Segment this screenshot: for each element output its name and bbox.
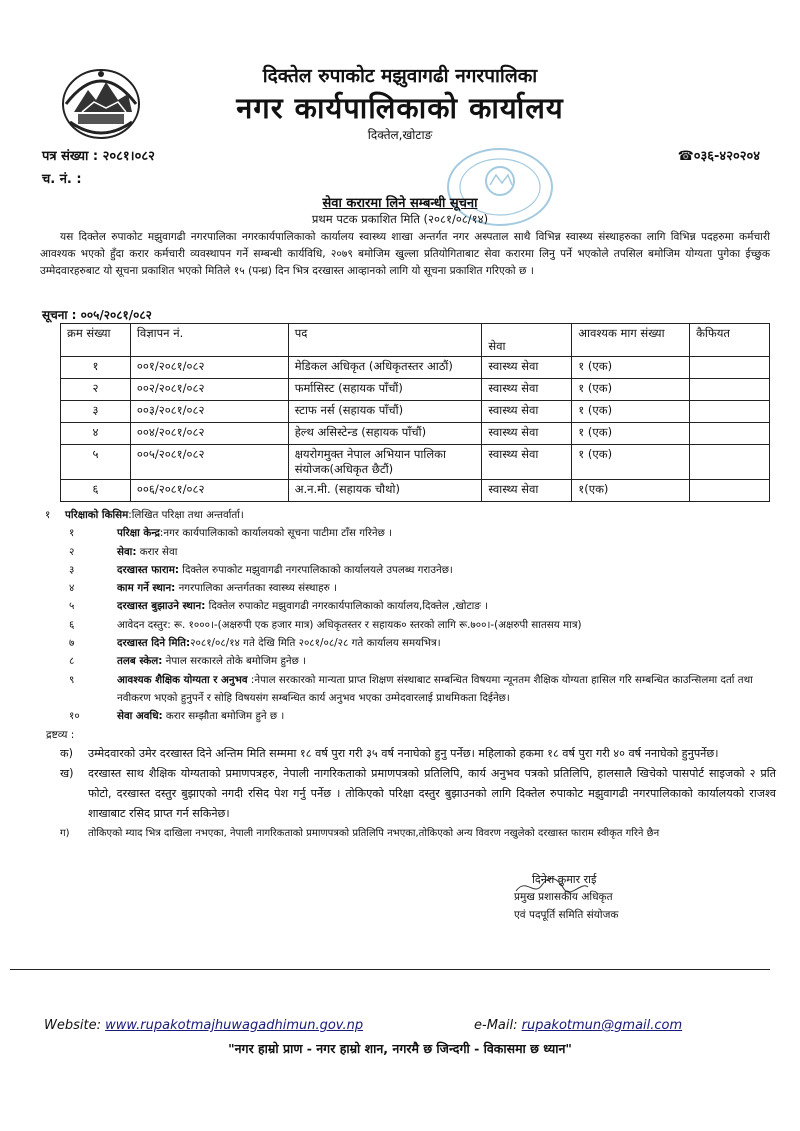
list-item: [45, 561, 775, 579]
table-row: [61, 445, 770, 480]
item-text: :नगर कार्यपालिकाको कार्यालयको सूचना पाटीमा टाँस गरिनेछ ।: [159, 527, 393, 540]
note-item: [60, 824, 776, 844]
cell-remarks: [690, 423, 770, 445]
list-item: [45, 579, 775, 597]
cell-post: क्षयरोगमुक्त नेपाल अभियान पालिका संयोजक(अधिकृत छैटौं): [288, 445, 482, 480]
note-item: [60, 744, 776, 764]
cell-demand: १ (एक): [572, 357, 690, 379]
item-label: परिक्षाको किसिम: [65, 509, 129, 521]
notes-label: द्रष्टव्य :: [46, 729, 75, 741]
cell-ad-no: ००६/२०८१/०८२: [130, 480, 288, 502]
cell-post: स्टाफ नर्स (सहायक पाँचौं): [288, 401, 482, 423]
item-label: तलब स्केल:: [117, 655, 163, 668]
list-item: [45, 543, 775, 561]
cell-post: हेल्थ असिस्टेन्ड (सहायक पाँचौं): [288, 423, 482, 445]
vacancy-table: [60, 323, 770, 502]
note-marker: क): [60, 747, 73, 760]
cell-demand: १ (एक): [572, 401, 690, 423]
item-label: दरखास्त दिने मिति:: [117, 637, 191, 650]
item-text: :लिखित परिक्षा तथा अन्तर्वार्ता।: [128, 509, 244, 521]
cell-ad-no: ००५/२०८१/०८२: [130, 445, 288, 480]
item-number: १: [45, 509, 51, 521]
item-text: आवेदन दस्तुर: रू. १०००।-(अक्षरुपी एक हजार मात्र) अधिकृतस्तर र सहायक० स्तरको लागि रू.७००।-(अक्षरुपी सातसय मात्र): [117, 618, 582, 631]
item-label: काम गर्ने स्थान:: [117, 582, 176, 595]
cell-demand: १ (एक): [572, 379, 690, 401]
list-item: [45, 524, 775, 542]
email-link[interactable]: rupakotmun@gmail.com: [521, 1018, 683, 1033]
item-number: १: [69, 527, 75, 540]
item-number: ६: [69, 618, 75, 631]
cell-service: स्वास्थ्य सेवा: [482, 357, 572, 379]
item-number: ९: [69, 673, 75, 686]
table-row: [61, 423, 770, 445]
cell-post: फर्मासिस्ट (सहायक पाँचौं): [288, 379, 482, 401]
table-row: [61, 480, 770, 502]
email-label: e-Mail:: [474, 1018, 518, 1033]
list-item: [45, 506, 775, 524]
phone-number: ☎०३६-४२०२०४: [677, 149, 760, 164]
item-number: ८: [69, 655, 75, 668]
cell-service: स्वास्थ्य सेवा: [482, 423, 572, 445]
footer-divider: [10, 969, 770, 970]
cell-demand: १ (एक): [572, 423, 690, 445]
cell-service: स्वास्थ्य सेवा: [482, 445, 572, 480]
header-serial: क्रम संख्या: [61, 324, 131, 357]
header-service: सेवा: [482, 324, 572, 357]
cell-service: स्वास्थ्य सेवा: [482, 401, 572, 423]
item-text: नेपाल सरकारले तोके बमोजिम हुनेछ ।: [162, 655, 307, 668]
cell-post: मेडिकल अधिकृत (अधिकृतस्तर आठौं): [288, 357, 482, 379]
notice-number: सूचना : ००५/२०८१/०८२: [42, 308, 152, 322]
cell-service: स्वास्थ्य सेवा: [482, 379, 572, 401]
signatory-title: प्रमुख प्रशासकीय अधिकृत: [514, 891, 613, 903]
item-label: सेवा:: [117, 545, 137, 558]
item-text: दिक्तेल रुपाकोट मझुवागढी नगरकार्यपालिकाको कार्यालय,दिक्तेल ,खोटाङ ।: [205, 600, 489, 613]
list-item: [45, 597, 775, 615]
header-demand: आवश्यक माग संख्या: [572, 324, 690, 357]
item-label: परिक्षा केन्द्र: [117, 527, 160, 540]
table-row: [61, 401, 770, 423]
table-row: [61, 379, 770, 401]
letter-number: पत्र संख्या : २०८१।०८२: [42, 149, 155, 164]
item-text: :नेपाल सरकारको मान्यता प्राप्त शिक्षण संस्थाबाट सम्बन्धित विषयमा न्यूनतम शैक्षिक योग्यता हासिल गरि सम्बन्धित काउन्सिलमा दर्ता तथा नवीकरण भएको हुनुपर्ने र सोहि विषयसंग सम्बन्धित कार्य अनुभव भएका उम्मेदवारलाई प्राथमिकता दिईनेछ।: [117, 673, 753, 704]
notice-title: सेवा करारमा लिने सम्बन्धी सूचना: [322, 196, 478, 211]
header-ad-number: विज्ञापन नं.: [130, 324, 288, 357]
item-label: दरखास्त फाराम:: [117, 563, 179, 576]
signatory-name: दिनेश कुमार राई: [532, 873, 597, 886]
cell-ad-no: ००१/२०८१/०८२: [130, 357, 288, 379]
municipality-motto: "नगर हाम्रो प्राण - नगर हाम्रो शान, नगरमै छ जिन्दगी - विकासमा छ ध्यान": [228, 1041, 572, 1056]
cell-demand: १(एक): [572, 480, 690, 502]
cell-sn: ३: [61, 401, 131, 423]
list-item: [45, 671, 775, 708]
website-label: Website:: [44, 1018, 101, 1033]
item-label: सेवा अवधि:: [117, 710, 163, 723]
cell-service: स्वास्थ्य सेवा: [482, 480, 572, 502]
cell-post: अ.न.मी. (सहायक चौथो): [288, 480, 482, 502]
item-text: नगरपालिका अन्तर्गतका स्वास्थ्य संस्थाहरु ।: [175, 582, 337, 595]
item-number: २: [69, 545, 75, 558]
item-number: ७: [69, 637, 75, 650]
header-post: पद: [288, 324, 482, 357]
cell-remarks: [690, 445, 770, 480]
cell-demand: १ (एक): [572, 445, 690, 480]
notes-list: [60, 744, 776, 844]
notice-intro: यस दिक्तेल रुपाकोट मझुवागढी नगरपालिका नगरकार्यपालिकाको कार्यालय स्वास्थ्य शाखा अन्तर्गत नगर अस्पताल साथै विभिन्न स्वास्थ्य संस्थाहरुका लागि विभिन्न पदहरुमा कर्मचारी आवश्यक भएको हुँदा करार कर्मचारी व्यवस्थापन गर्ने सम्बन्धी कार्यविधि, २०७९ बमोजिम खुल्ला प्रतियोगिताबाट सेवा करारमा लिनु पर्ने भएकोले तपसिल बमोजिम योग्यता पुगेका ईच्छुक उम्मेदवारहरुबाट यो सूचना प्रकाशित भएको मितिले १५ (पन्ध्र) दिन भित्र दरखास्त आव्हानको लागि यो सूचना प्रकाशित गरिएको छ ।: [40, 231, 770, 277]
dispatch-number: च. नं. :: [42, 172, 82, 187]
cell-sn: ६: [61, 480, 131, 502]
cell-remarks: [690, 379, 770, 401]
table-row: [61, 357, 770, 379]
list-item: [45, 616, 775, 634]
note-item: [60, 764, 776, 824]
cell-ad-no: ००२/२०८१/०८२: [130, 379, 288, 401]
item-number: ५: [69, 600, 75, 613]
item-text: २०८१/०८/१४ गते देखि मिति २०८१/०८/२८ गते कार्यालय समयभित्र।: [190, 637, 441, 650]
website-link[interactable]: www.rupakotmajhuwagadhimun.gov.np: [105, 1018, 364, 1033]
note-marker: ग): [60, 828, 70, 839]
item-text: करार सम्झौता बमोजिम हुने छ ।: [162, 710, 285, 723]
item-label: दरखास्त बुझाउने स्थान:: [117, 600, 206, 613]
municipality-name: दिक्तेल रुपाकोट मझुवागढी नगरपालिका: [262, 65, 538, 87]
terms-list: [45, 506, 775, 726]
cell-ad-no: ००३/२०८१/०८२: [130, 401, 288, 423]
item-label: आवश्यक शैक्षिक योग्यता र अनुभव: [117, 673, 248, 686]
header-remarks: कैफियत: [690, 324, 770, 357]
item-text: दिक्तेल रुपाकोट मझुवागढी नगरपालिकाको कार्यालयले उपलब्ध गराउनेछ।: [179, 563, 453, 576]
item-text: करार सेवा: [136, 545, 178, 558]
note-text: उम्मेदवारको उमेर दरखास्त दिने अन्तिम मिति सम्ममा १८ वर्ष पुरा गरी ३५ वर्ष ननाघेको हुनु पर्नेछ। महिलाको हकमा १८ वर्ष पुरा गरी ४० वर्ष ननाघेको हुनुपर्नेछ।: [88, 747, 719, 760]
item-number: ४: [69, 582, 75, 595]
note-text: दरखास्त साथ शैक्षिक योग्यताको प्रमाणपत्रहरु, नेपाली नागरिकताको प्रमाणपत्रको प्रतिलिपि, कार्य अनुभव पत्रको प्रतिलिपि, हालसालै खिचेको पासपोर्ट साइजको २ प्रति फोटो, दरखास्त दस्तुर बुझाएको नगदी रसिद पेश गर्नु पर्नेछ । तोकिएको परिक्षा दस्तुर बुझाउनको लागि दिक्तेल रुपाकोट मझुवागढी नगरपालिकाको कार्यालयको राजश्व शाखाबाट रसिद प्राप्त गर्न सकिनेछ।: [88, 767, 776, 820]
cell-remarks: [690, 401, 770, 423]
item-number: १०: [69, 710, 80, 723]
cell-sn: ५: [61, 445, 131, 480]
cell-sn: १: [61, 357, 131, 379]
office-name: नगर कार्यपालिकाको कार्यालय: [236, 91, 564, 125]
cell-sn: ४: [61, 423, 131, 445]
list-item: [45, 707, 775, 725]
list-item: [45, 634, 775, 652]
table-header-row: [61, 324, 770, 357]
item-number: ३: [69, 563, 75, 576]
cell-remarks: [690, 480, 770, 502]
note-marker: ख): [60, 767, 74, 780]
note-text: तोकिएको म्याद भित्र दाखिला नभएका, नेपाली नागरिकताको प्रमाणपत्रको प्रतिलिपि नभएका,तोकिएको अन्य विवरण नखुलेको दरखास्त फाराम स्वीकृत गरिने छैन: [88, 828, 660, 839]
office-location: दिक्तेल,खोटाङ: [367, 128, 433, 142]
signatory-committee-title: एवं पदपूर्ति समिति संयोजक: [514, 909, 619, 921]
cell-sn: २: [61, 379, 131, 401]
cell-ad-no: ००४/२०८१/०८२: [130, 423, 288, 445]
cell-remarks: [690, 357, 770, 379]
list-item: [45, 652, 775, 670]
first-published-date: प्रथम पटक प्रकाशित मिति (२०८१/०८/१४): [311, 212, 489, 226]
